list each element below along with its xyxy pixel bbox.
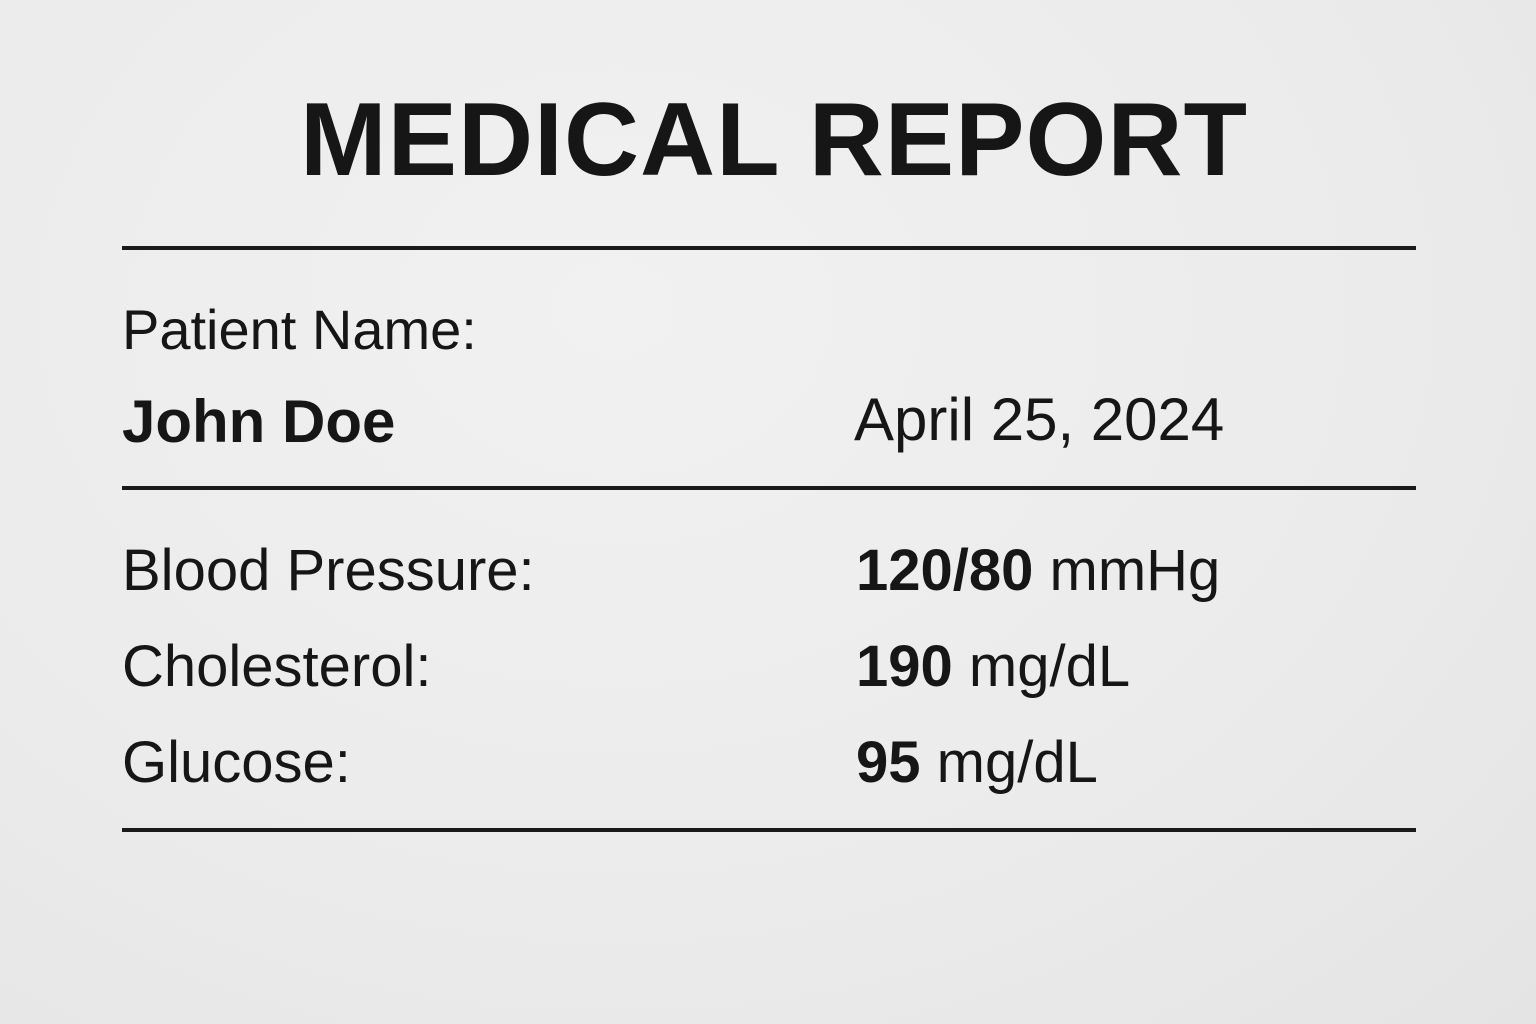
cholesterol-value	[856, 634, 1131, 699]
blood-pressure-value	[856, 538, 1221, 603]
glucose-unit: mg/dL	[936, 730, 1098, 795]
divider-bottom	[122, 828, 1416, 832]
glucose-number: 95	[856, 730, 921, 795]
blood-pressure-number: 120/80	[856, 538, 1034, 603]
divider-top	[122, 246, 1416, 250]
cholesterol-unit: mg/dL	[968, 634, 1131, 699]
cholesterol-number: 190	[856, 634, 953, 699]
cholesterol-label: Cholesterol:	[122, 634, 432, 699]
glucose-value	[856, 730, 1098, 795]
blood-pressure-unit: mmHg	[1049, 538, 1221, 603]
glucose-label: Glucose:	[122, 730, 351, 795]
blood-pressure-label: Blood Pressure:	[122, 538, 535, 603]
divider-middle	[122, 486, 1416, 490]
patient-name-label: Patient Name:	[122, 298, 477, 361]
report-title: MEDICAL REPORT	[299, 82, 1249, 198]
report-date: April 25, 2024	[854, 386, 1225, 453]
patient-name-value: John Doe	[122, 388, 396, 455]
